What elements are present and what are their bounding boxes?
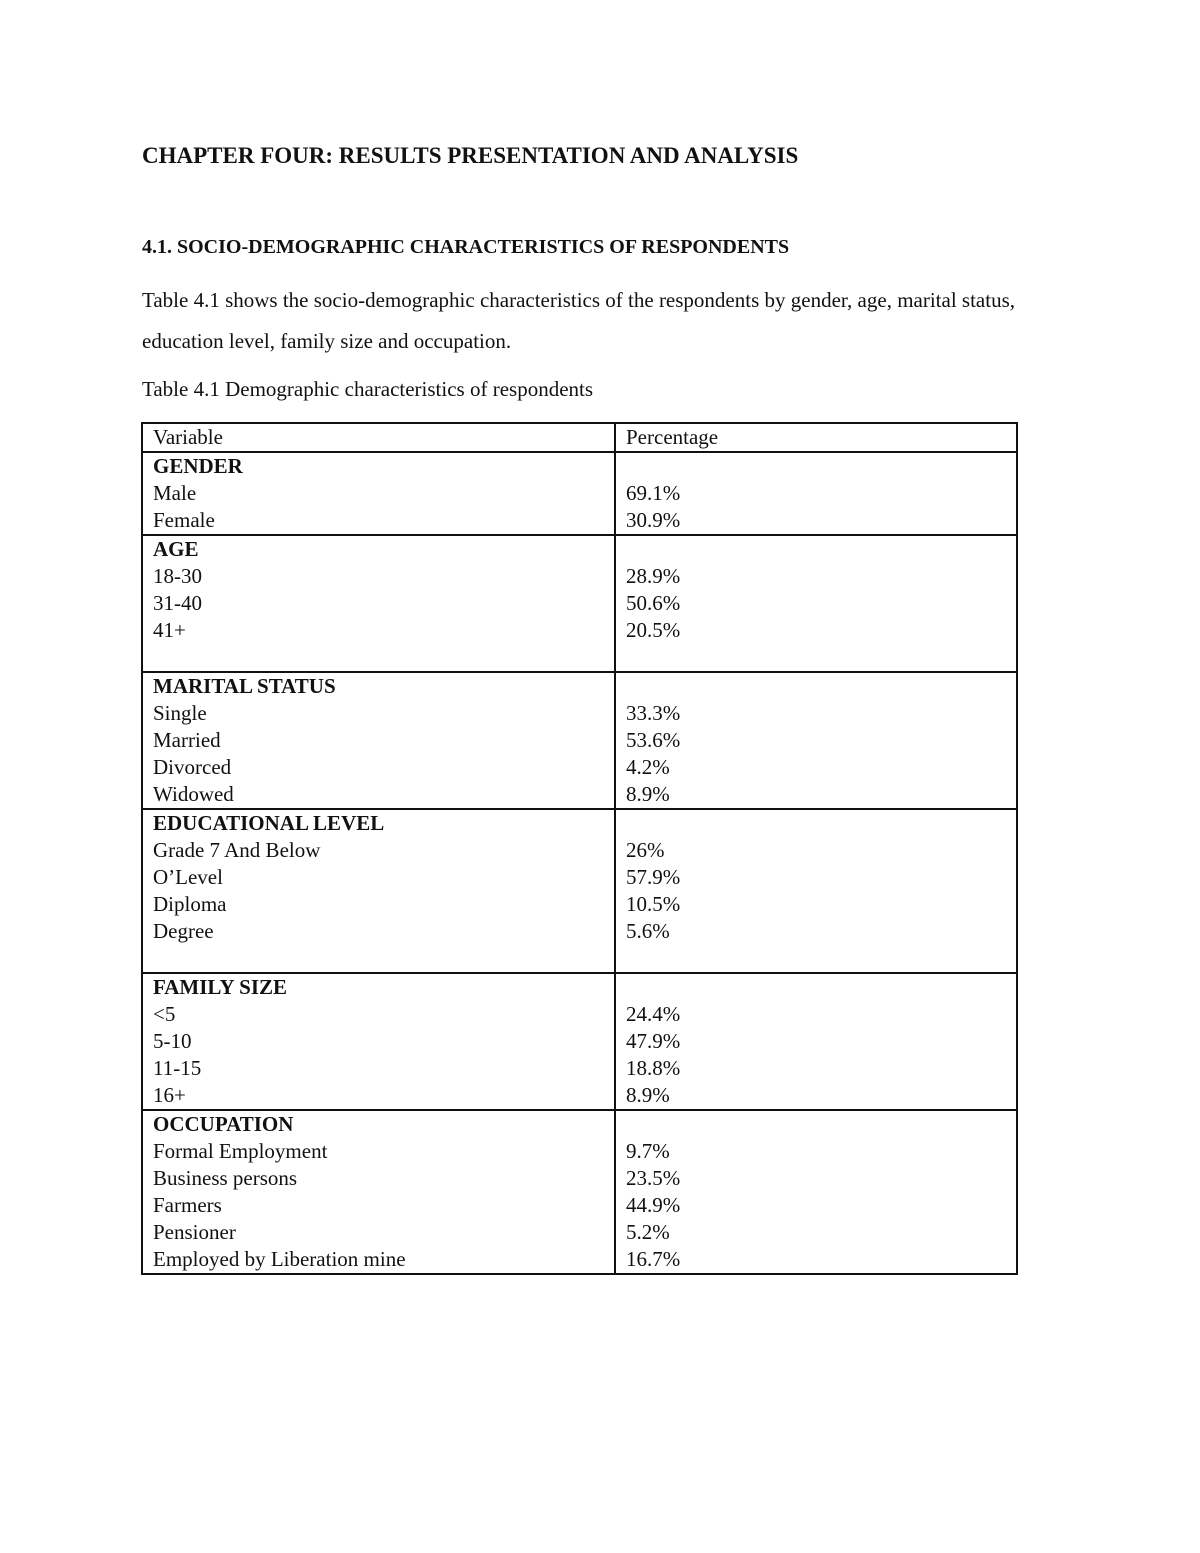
chapter-title: CHAPTER FOUR: RESULTS PRESENTATION AND ANALYSIS xyxy=(142,143,799,168)
row-value: 57.9% xyxy=(626,865,681,889)
row-value: 9.7% xyxy=(626,1139,670,1163)
row-label: Diploma xyxy=(153,892,227,916)
group-title: EDUCATIONAL LEVEL xyxy=(153,811,385,835)
row-value: 24.4% xyxy=(626,1002,681,1026)
row-label: Grade 7 And Below xyxy=(153,838,321,862)
table-group-row xyxy=(142,973,1017,1110)
group-percentage-cell xyxy=(615,809,1017,973)
row-value: 28.9% xyxy=(626,564,681,588)
group-percentage-cell xyxy=(615,535,1017,672)
row-label: 31-40 xyxy=(153,591,202,615)
group-percentage-cell xyxy=(615,1110,1017,1274)
group-variable-cell xyxy=(142,1110,615,1274)
group-percentage-cell xyxy=(615,672,1017,809)
row-label: Married xyxy=(153,728,221,752)
row-value: 4.2% xyxy=(626,755,670,779)
row-value: 47.9% xyxy=(626,1029,681,1053)
row-label: O’Level xyxy=(153,865,223,889)
row-label: Divorced xyxy=(153,755,232,779)
row-value: 5.6% xyxy=(626,919,670,943)
row-label: Male xyxy=(153,481,197,505)
group-percentage-cell xyxy=(615,452,1017,535)
group-variable-cell xyxy=(142,452,615,535)
row-value: 30.9% xyxy=(626,508,681,532)
table-header-row xyxy=(142,423,1017,452)
row-value: 20.5% xyxy=(626,618,681,642)
row-label: 18-30 xyxy=(153,564,202,588)
intro-paragraph: Table 4.1 shows the socio-demographic characteristics of the respondents by gender, age, marital status, education level, family size and occupation. xyxy=(142,288,1015,353)
row-value: 53.6% xyxy=(626,728,681,752)
table-group-row xyxy=(142,1110,1017,1274)
row-label: Farmers xyxy=(153,1193,222,1217)
row-label: 11-15 xyxy=(153,1056,202,1080)
header-variable: Variable xyxy=(142,423,615,452)
row-label: <5 xyxy=(153,1002,176,1026)
row-label: Pensioner xyxy=(153,1220,236,1244)
group-percentage-cell xyxy=(615,973,1017,1110)
row-value: 33.3% xyxy=(626,701,681,725)
group-title: AGE xyxy=(153,537,199,561)
table-group-row xyxy=(142,535,1017,672)
row-label: Business persons xyxy=(153,1166,298,1190)
group-title: FAMILY SIZE xyxy=(153,975,288,999)
row-value: 50.6% xyxy=(626,591,681,615)
row-value: 18.8% xyxy=(626,1056,681,1080)
row-value: 10.5% xyxy=(626,892,681,916)
row-label: 16+ xyxy=(153,1083,186,1107)
row-value: 23.5% xyxy=(626,1166,681,1190)
row-label: Female xyxy=(153,508,215,532)
row-label: Formal Employment xyxy=(153,1139,328,1163)
row-value: 44.9% xyxy=(626,1193,681,1217)
row-value: 69.1% xyxy=(626,481,681,505)
header-percentage: Percentage xyxy=(615,423,1017,452)
group-variable-cell xyxy=(142,809,615,973)
table-caption: Table 4.1 Demographic characteristics of respondents xyxy=(142,377,594,401)
group-title: MARITAL STATUS xyxy=(153,674,336,698)
group-title: OCCUPATION xyxy=(153,1112,294,1136)
demographics-table xyxy=(141,422,1018,1275)
group-title: GENDER xyxy=(153,454,243,478)
group-variable-cell xyxy=(142,973,615,1110)
row-label: Single xyxy=(153,701,207,725)
section-title: 4.1. SOCIO-DEMOGRAPHIC CHARACTERISTICS OF RESPONDENTS xyxy=(142,236,790,258)
row-label: Degree xyxy=(153,919,214,943)
group-variable-cell xyxy=(142,535,615,672)
row-label: 41+ xyxy=(153,618,186,642)
row-value: 16.7% xyxy=(626,1247,681,1271)
row-value: 26% xyxy=(626,838,665,862)
row-value: 5.2% xyxy=(626,1220,670,1244)
row-label: Widowed xyxy=(153,782,234,806)
table-group-row xyxy=(142,809,1017,973)
group-variable-cell xyxy=(142,672,615,809)
table-group-row xyxy=(142,452,1017,535)
table-group-row xyxy=(142,672,1017,809)
row-value: 8.9% xyxy=(626,1083,670,1107)
row-label: 5-10 xyxy=(153,1029,192,1053)
row-value: 8.9% xyxy=(626,782,670,806)
row-label: Employed by Liberation mine xyxy=(153,1247,406,1271)
